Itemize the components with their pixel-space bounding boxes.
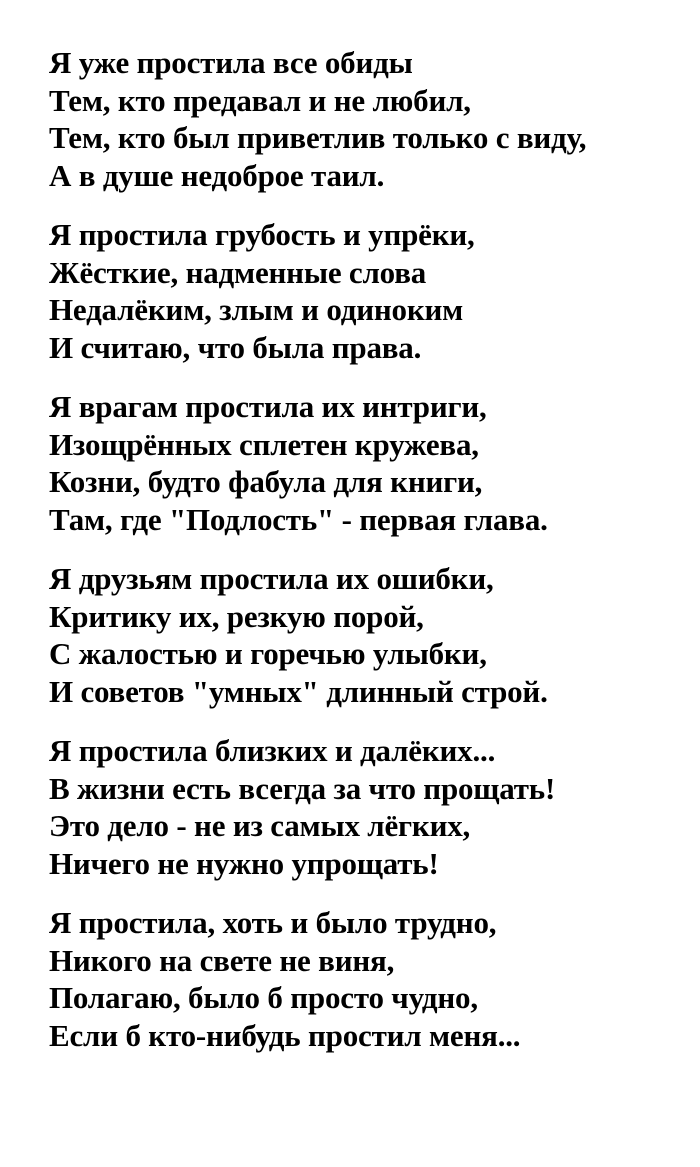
poem-line: Изощрённых сплетен кружева, <box>49 426 479 462</box>
poem-line: Я друзьям простила их ошибки, <box>49 561 494 596</box>
poem-line: Я простила близких и далёких... <box>49 733 496 768</box>
poem-line: Я врагам простила их интриги, <box>49 389 487 424</box>
poem-line: Тем, кто предавал и не любил, <box>49 82 471 118</box>
poem-line: Я простила, хоть и было трудно, <box>49 905 497 940</box>
stanza-2 <box>49 216 700 366</box>
stanza-1 <box>49 44 700 194</box>
poem-line: Я уже простила все обиды <box>49 45 413 80</box>
stanza-6 <box>49 904 700 1054</box>
poem-line: Никого на свете не виня, <box>49 942 395 978</box>
poem-line: Критику их, резкую порой, <box>49 598 424 634</box>
poem-line: Это дело - не из самых лёгких, <box>49 808 471 843</box>
poem-line: Тем, кто был приветлив только с виду, <box>49 120 587 155</box>
stanza-3 <box>49 388 700 538</box>
poem-line: Если б кто-нибудь простил меня... <box>49 1017 521 1053</box>
poem-line: И считаю, что была права. <box>49 329 422 365</box>
poem-line: Там, где "Подлость" - первая глава. <box>49 501 548 537</box>
stanza-4 <box>49 560 700 710</box>
stanza-5 <box>49 732 700 882</box>
poem-line: И советов "умных" длинный строй. <box>49 673 548 709</box>
poem-line: Ничего не нужно упрощать! <box>49 845 439 881</box>
poem-line: В жизни есть всегда за что прощать! <box>49 770 556 806</box>
poem-line: Полагаю, было б просто чудно, <box>49 980 478 1015</box>
poem-line: Я простила грубость и упрёки, <box>49 217 475 252</box>
poem-line: Жёсткие, надменные слова <box>49 254 427 290</box>
poem-line: Козни, будто фабула для книги, <box>49 464 483 499</box>
poem-line: А в душе недоброе таил. <box>49 157 385 193</box>
poem-line: Недалёким, злым и одиноким <box>49 292 464 327</box>
poem-line: С жалостью и горечью улыбки, <box>49 636 487 671</box>
